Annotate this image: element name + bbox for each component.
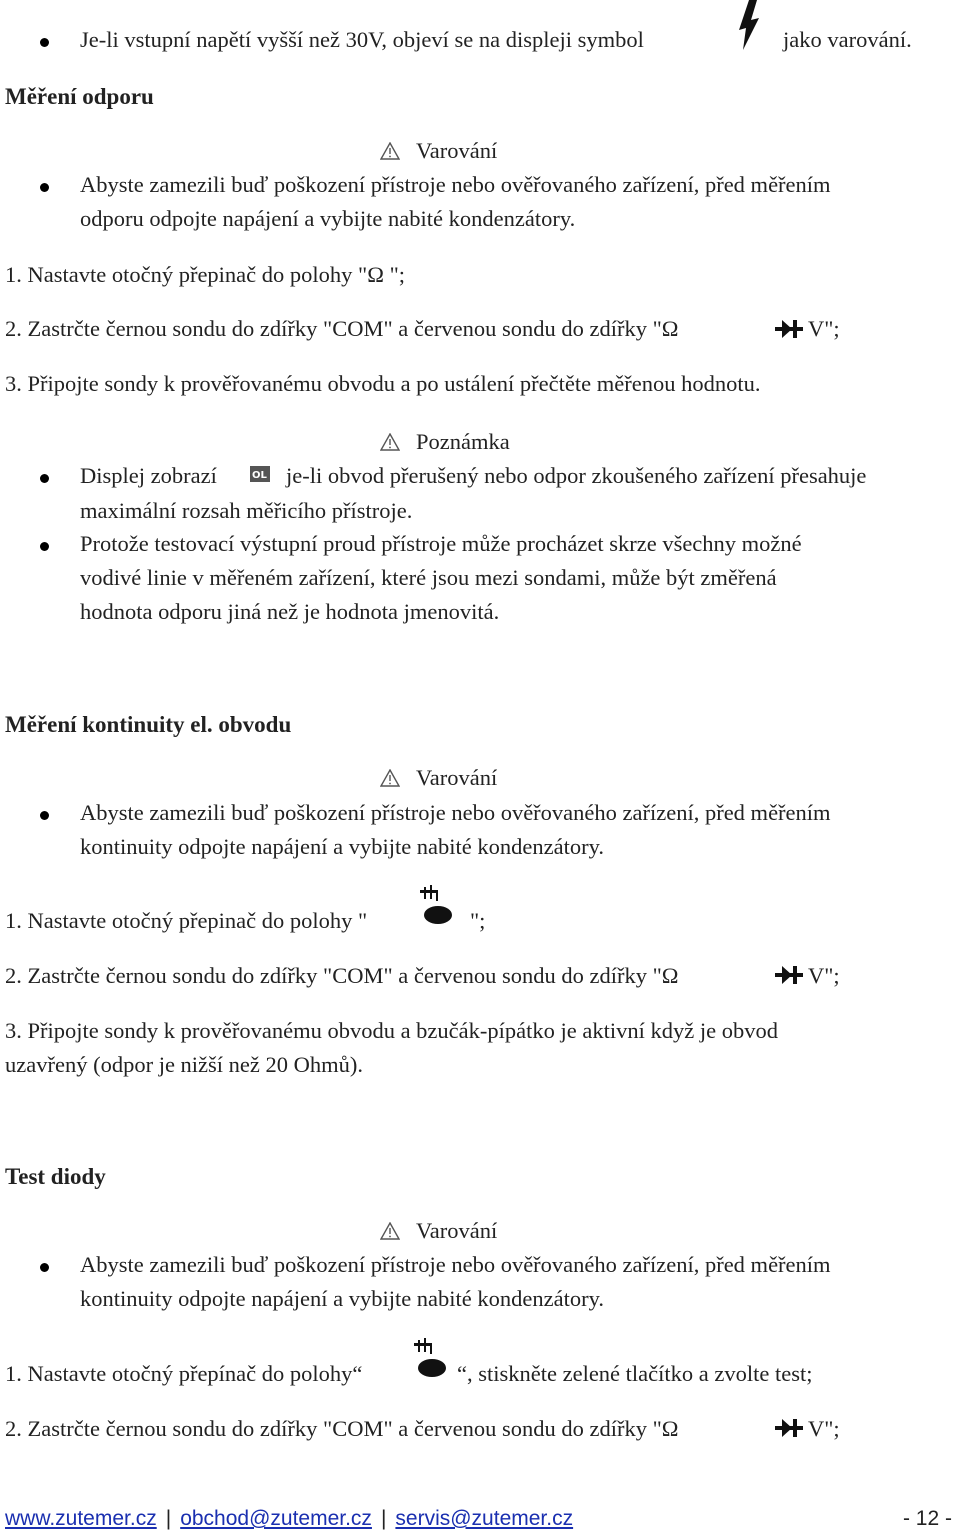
step-3: 3. Připojte sondy k prověřovanému obvodu a po ustálení přečtěte měřenou hodnotu.	[5, 371, 761, 396]
step-1-end: ";	[470, 908, 486, 933]
footer	[5, 1507, 960, 1531]
warning-triangle-icon	[380, 142, 400, 160]
note-text: hodnota odporu jiná než je hodnota jmenovitá.	[80, 599, 500, 624]
step-1: 1. Nastavte otočný přepinač do polohy "	[5, 908, 368, 933]
diode-icon	[775, 964, 803, 986]
footer-link-servis-email[interactable]: servis@zutemer.cz	[395, 1507, 574, 1530]
warning-title: Varování	[416, 1218, 498, 1243]
warning-triangle-icon	[380, 1222, 400, 1240]
note-text: vodivé linie v měřeném zařízení, které jsou mezi sondami, může být změřená	[80, 565, 777, 590]
warning-text: Abyste zamezili buď poškození přístroje nebo ověřovaného zařízení, před měřením	[80, 800, 831, 825]
page-number: - 12 -	[902, 1507, 952, 1530]
step-1: 1. Nastavte otočný přepínač do polohy“	[5, 1361, 363, 1386]
heading-resistance: Měření odporu	[5, 84, 154, 109]
footer-separator: |	[380, 1507, 387, 1530]
warning-header	[380, 138, 497, 164]
step-2: 2. Zastrčte černou sondu do zdířky "COM" a červenou sondu do zdířky "Ω	[5, 963, 679, 988]
svg-text:OL: OL	[252, 470, 267, 481]
diode-icon	[775, 1417, 803, 1439]
footer-link-website[interactable]: www.zutemer.cz	[5, 1507, 157, 1530]
warning-text: kontinuity odpojte napájení a vybijte nabité kondenzátory.	[80, 1286, 605, 1311]
bullet	[40, 811, 49, 820]
step-3: uzavřený (odpor je nižší než 20 Ohmů).	[5, 1052, 364, 1077]
warning-title: Varování	[416, 138, 498, 163]
warning-triangle-icon	[380, 769, 400, 787]
intro-text-end: jako varování.	[783, 27, 912, 52]
buzzer-icon	[420, 885, 456, 927]
note-text: Displej zobrazí	[80, 463, 217, 488]
warning-triangle-icon	[380, 433, 400, 451]
warning-text: Abyste zamezili buď poškození přístroje nebo ověřovaného zařízení, před měřením	[80, 1252, 831, 1277]
step-2: 2. Zastrčte černou sondu do zdířky "COM" a červenou sondu do zdířky "Ω	[5, 1416, 679, 1441]
note-text: maximální rozsah měřicího přístroje.	[80, 498, 413, 523]
step-2: 2. Zastrčte černou sondu do zdířky "COM" a červenou sondu do zdířky "Ω	[5, 316, 679, 341]
diode-icon	[775, 318, 803, 340]
footer-separator: |	[165, 1507, 172, 1530]
step-1: 1. Nastavte otočný přepinač do polohy "Ω ";	[5, 262, 406, 287]
warning-text: odporu odpojte napájení a vybijte nabité kondenzátory.	[80, 206, 576, 231]
bullet	[40, 474, 49, 483]
bullet	[40, 183, 49, 192]
step-3: 3. Připojte sondy k prověřovanému obvodu a bzučák-pípátko je aktivní když je obvod	[5, 1018, 778, 1043]
note-title: Poznámka	[416, 429, 510, 454]
bullet	[40, 38, 49, 47]
warning-header	[380, 765, 497, 791]
warning-title: Varování	[416, 765, 498, 790]
step-2-end: V";	[808, 316, 840, 341]
bullet	[40, 542, 49, 551]
buzzer-icon	[414, 1338, 450, 1380]
footer-link-obchod-email[interactable]: obchod@zutemer.cz	[180, 1507, 372, 1530]
warning-header	[380, 1218, 497, 1244]
note-text: je-li obvod přerušený nebo odpor zkoušeného zařízení přesahuje	[286, 463, 867, 488]
step-1-end: “, stiskněte zelené tlačítko a zvolte test;	[457, 1361, 813, 1386]
bullet	[40, 1263, 49, 1272]
heading-continuity: Měření kontinuity el. obvodu	[5, 712, 292, 737]
warning-text: kontinuity odpojte napájení a vybijte nabité kondenzátory.	[80, 834, 605, 859]
lightning-icon	[735, 0, 763, 50]
note-text: Protože testovací výstupní proud přístroje může procházet skrze všechny možné	[80, 531, 802, 556]
step-2-end: V";	[808, 1416, 840, 1441]
warning-text: Abyste zamezili buď poškození přístroje nebo ověřovaného zařízení, před měřením	[80, 172, 831, 197]
intro-text: Je-li vstupní napětí vyšší než 30V, objeví se na displeji symbol	[80, 27, 644, 52]
heading-diode: Test diody	[5, 1164, 106, 1189]
step-2-end: V";	[808, 963, 840, 988]
note-header	[380, 429, 510, 455]
overload-ol-icon	[250, 466, 270, 482]
